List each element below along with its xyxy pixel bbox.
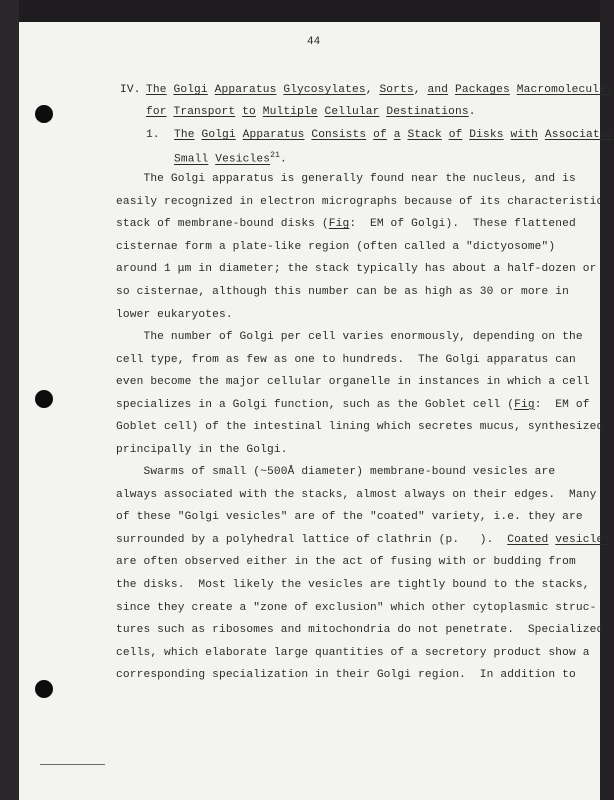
punch-hole	[35, 105, 53, 123]
text-run: lower eukaryotes.	[116, 308, 233, 321]
body-line	[116, 354, 576, 366]
scan-border-left	[0, 0, 19, 800]
text-run: ,	[413, 84, 428, 96]
text-run: principally in the Golgi.	[116, 444, 288, 456]
text-run: the disks. Most likely the vesicles are tightly bound to the stacks,	[116, 579, 590, 591]
underlined-text: Golgi	[201, 129, 236, 141]
text-run	[208, 84, 215, 96]
subsection-heading-line	[174, 129, 613, 141]
section-numeral: IV.	[120, 84, 141, 96]
body-line	[116, 579, 590, 591]
underlined-text: Destinations	[386, 106, 469, 118]
body-line	[116, 647, 590, 659]
body-line	[116, 218, 576, 230]
underlined-text: Multiple	[262, 106, 318, 118]
text-run: cells, which elaborate large quantities of a secretory product show a	[116, 646, 590, 659]
body-line	[116, 556, 576, 568]
underlined-text: a	[393, 129, 401, 141]
underlined-text: Disks	[469, 129, 504, 141]
text-run: are often observed either in the act of fusing with or budding from	[116, 556, 576, 569]
underlined-text: Small	[174, 153, 209, 166]
body-line	[116, 173, 576, 185]
body-line	[116, 196, 603, 208]
text-run: always associated with the stacks, almost always on their edges. Many	[116, 488, 597, 501]
underlined-text: The	[174, 129, 195, 141]
underlined-text: Consists	[311, 129, 367, 141]
underlined-text: Glycosylates	[283, 84, 366, 96]
text-run: Swarms of small (~500Å diameter) membrane-bound vesicles are	[116, 466, 556, 478]
underlined-text: Transport	[173, 106, 236, 118]
underlined-text: Golgi	[173, 84, 208, 96]
underlined-text: Fig	[514, 398, 535, 411]
underlined-text: for	[146, 106, 167, 118]
text-run: specializes in a Golgi function, such as the Goblet cell (	[116, 398, 515, 411]
underlined-text: of	[448, 129, 463, 141]
body-line	[116, 444, 288, 456]
body-line	[116, 624, 603, 636]
text-run: .	[280, 153, 287, 166]
text-run	[387, 129, 394, 141]
text-run: tures such as ribosomes and mitochondria do not penetrate. Specialized	[116, 624, 604, 637]
body-line	[116, 534, 610, 546]
body-line	[116, 376, 590, 388]
text-run: : EM of	[534, 398, 590, 411]
body-line	[116, 511, 583, 523]
text-run: since they create a "zone of exclusion" which other cytoplasmic struc-	[116, 601, 597, 614]
text-run: of these "Golgi vesicles" are of the "coated" variety, i.e. they are	[116, 511, 583, 524]
text-run: stack of membrane-bound disks (	[116, 218, 329, 231]
underlined-text: Associated	[544, 129, 614, 141]
underlined-text: Fig	[328, 218, 350, 231]
page-number: 44	[307, 36, 321, 48]
footnote-rule	[40, 764, 105, 765]
text-run: around 1 μm in diameter; the stack typically has about a half-dozen or	[116, 263, 597, 276]
underlined-text: Packages	[454, 84, 510, 96]
underlined-text: The	[146, 84, 167, 96]
underlined-text: Cellular	[324, 106, 380, 118]
text-run: : EM of Golgi). These flattened	[349, 218, 576, 231]
text-run	[448, 84, 455, 96]
text-run: surrounded by a polyhedral lattice of clathrin (p. ).	[116, 533, 508, 546]
body-line	[116, 466, 555, 478]
text-run: ,	[365, 84, 380, 96]
section-heading-line	[146, 106, 476, 118]
text-run: so cisternae, although this number can be as high as 30 or more in	[116, 286, 569, 298]
scan-border-right	[600, 0, 614, 800]
text-run: The number of Golgi per cell varies enormously, depending on the	[116, 331, 583, 343]
body-line	[116, 331, 583, 343]
text-run: Goblet cell) of the intestinal lining which secretes mucus, synthesized	[116, 421, 604, 434]
underlined-text: to	[242, 106, 256, 118]
text-run	[442, 129, 449, 141]
body-line	[116, 309, 233, 321]
underlined-text: Apparatus	[214, 84, 277, 96]
body-line	[116, 286, 569, 298]
body-line	[116, 399, 590, 411]
text-run: .	[468, 106, 476, 118]
underlined-text: Stack	[407, 129, 442, 141]
subsection-number: 1.	[146, 129, 160, 141]
text-run: even become the major cellular organelle in instances in which a cell	[116, 376, 590, 389]
underlined-text: Vesicles	[215, 153, 271, 166]
underlined-text: Coated	[507, 533, 549, 546]
text-run	[504, 129, 511, 141]
punch-hole	[35, 390, 53, 408]
text-run	[318, 106, 325, 118]
subsection-heading-line	[174, 151, 287, 166]
body-line	[116, 263, 596, 275]
text-run: easily recognized in electron micrographs because of its characteristic	[116, 195, 604, 208]
body-line	[116, 489, 596, 501]
scan-border-top	[0, 0, 614, 22]
underlined-text: Apparatus	[242, 129, 305, 141]
underlined-text: and	[427, 84, 449, 96]
underlined-text: vesicles	[555, 533, 611, 546]
underlined-text: Sorts	[379, 84, 414, 96]
underlined-text: with	[510, 129, 538, 141]
section-heading-line	[146, 84, 613, 96]
text-run	[538, 129, 545, 141]
body-line	[116, 421, 603, 433]
body-line	[116, 241, 555, 253]
punch-hole	[35, 680, 53, 698]
text-run: cisternae form a plate-like region (often called a "dictyosome")	[116, 240, 556, 253]
text-run	[256, 106, 263, 118]
text-run	[236, 129, 243, 141]
footnote-marker: 21	[270, 151, 281, 160]
text-run: The Golgi apparatus is generally found near the nucleus, and is	[116, 173, 576, 185]
underlined-text: of	[373, 129, 387, 141]
body-line	[116, 602, 596, 614]
text-run	[510, 84, 517, 96]
body-line	[116, 669, 576, 681]
text-run: cell type, from as few as one to hundreds. The Golgi apparatus can	[116, 353, 576, 366]
text-run: corresponding specialization in their Golgi region. In addition to	[116, 669, 576, 682]
underlined-text: Macromolecules	[516, 84, 613, 96]
